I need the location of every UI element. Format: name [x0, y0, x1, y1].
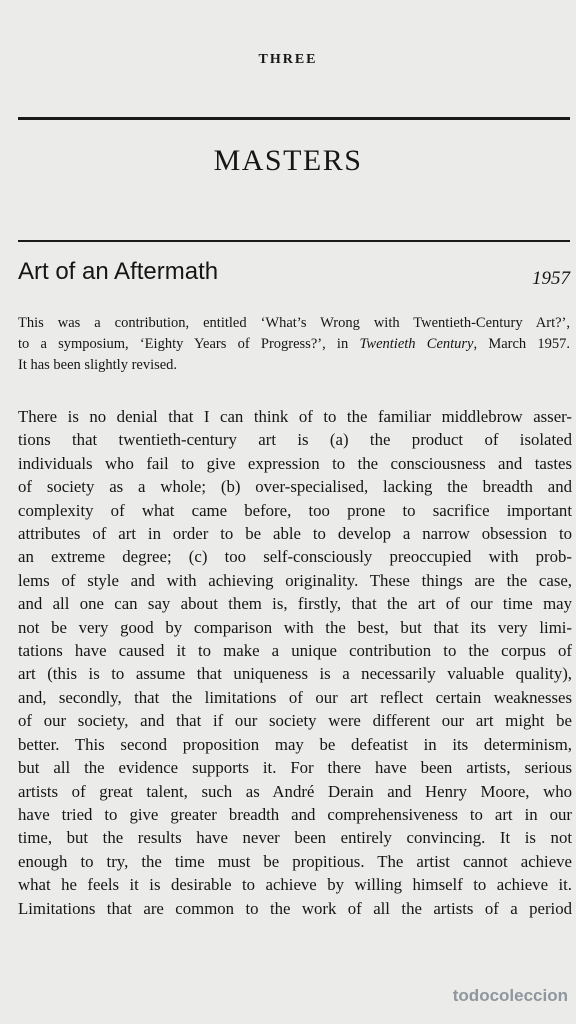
note-line: This was a contribution, entitled ‘What’s Wrong with Twentieth-Century Art?’,: [18, 315, 570, 331]
body-line: have tried to give greater breadth and comprehensiveness to art in our: [18, 804, 572, 824]
note-line: to a symposium, ‘Eighty Years of Progress?’, in Twentieth Century, March 1957.: [18, 336, 571, 352]
body-line: but all the evidence supports it. For there have been artists, serious: [18, 758, 572, 778]
essay-year: 1957: [532, 268, 570, 289]
note-line: It has been slightly revised.: [18, 357, 178, 373]
body-line: of our society, and that if our society were different our art might be: [18, 711, 572, 731]
body-line: what he feels it is desirable to achieve by willing himself to achieve it.: [18, 875, 572, 895]
journal-title: Twentieth Century: [359, 336, 474, 352]
body-line: and all one can say about them is, firstly, that the art of our time may: [18, 594, 572, 614]
body-line: and, secondly, that the limitations of our art reflect certain weaknesses: [18, 687, 572, 707]
body-line: attributes of art in order to be able to develop a narrow obsession to: [18, 524, 572, 544]
body-line: complexity of what came before, too prone to sacrifice important: [18, 500, 572, 520]
body-line: art (this is to assume that uniqueness is a necessarily valuable quality),: [18, 664, 572, 684]
top-rule: [18, 117, 570, 120]
essay-title: Art of an Aftermath: [18, 258, 219, 285]
body-line: time, but the results have never been entirely convincing. It is not: [18, 828, 572, 848]
editorial-note: [18, 313, 570, 376]
body-line: There is no denial that I can think of to the familiar middlebrow asser-: [18, 407, 572, 426]
body-line: individuals who fail to give expression to the consciousness and tastes: [18, 453, 572, 473]
body-line: an extreme degree; (c) too self-consciously preoccupied with prob-: [18, 547, 572, 567]
body-line: enough to try, the time must be propitious. The artist cannot achieve: [18, 851, 572, 871]
section-rule: [18, 240, 570, 242]
essay-body: [18, 405, 572, 920]
body-line: artists of great talent, such as André Derain and Henry Moore, who: [18, 781, 572, 801]
body-line: better. This second proposition may be defeatist in its determinism,: [18, 734, 572, 754]
chapter-title: MASTERS: [213, 144, 363, 177]
body-line: tions that twentieth-century art is (a) the product of isolated: [18, 430, 572, 450]
body-line: Limitations that are common to the work of all the artists of a period: [18, 898, 572, 918]
body-line: lems of style and with achieving originality. These things are the case,: [18, 570, 572, 590]
part-label: THREE: [258, 52, 318, 67]
watermark-logo: todocoleccion: [452, 986, 568, 1005]
body-line: tations have caused it to make a unique contribution to the corpus of: [18, 641, 572, 661]
body-line: not be very good by comparison with the best, but that its very limi-: [18, 617, 572, 637]
body-line: of society as a whole; (b) over-specialised, lacking the breadth and: [18, 477, 572, 497]
